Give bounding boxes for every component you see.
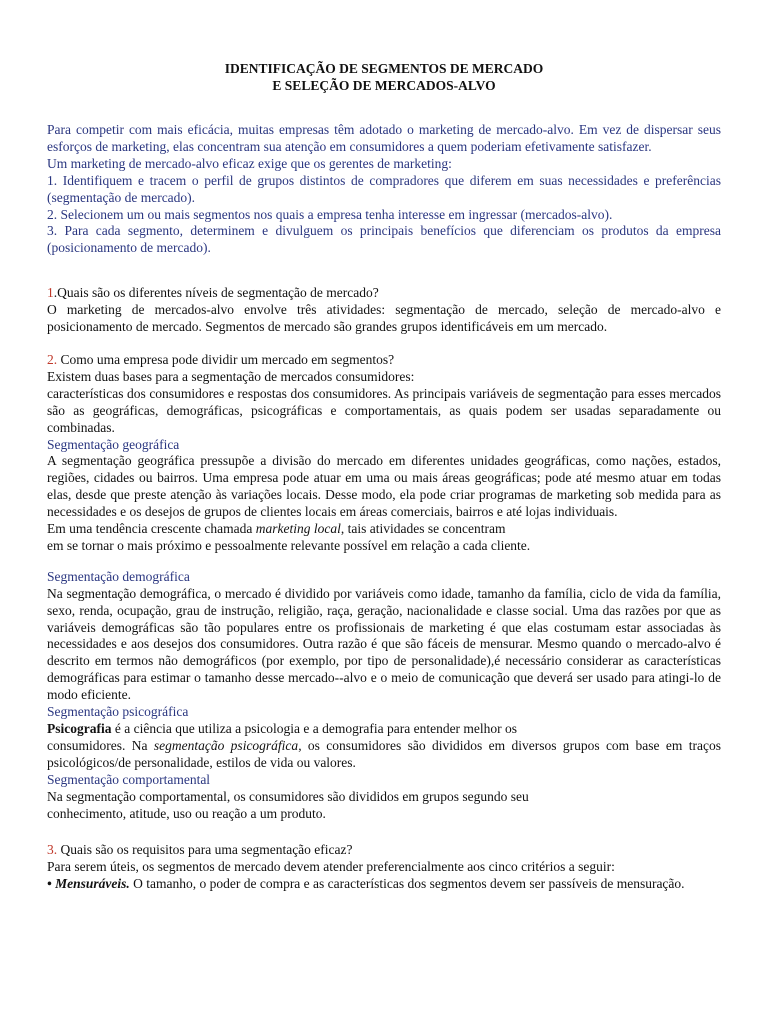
intro-item-2: 2. Selecionem um ou mais segmentos nos quais a empresa tenha interesse em ingressar (mercados-alvo). xyxy=(47,206,613,222)
document-title xyxy=(0,60,768,94)
intro-item-3: 3. Para cada segmento, determinem e divulguem os principais benefícios que diferenciam os produtos da empresa (posicionamento de mercado). xyxy=(47,223,721,256)
psicografica-line-2 xyxy=(47,738,721,772)
psicografia-term: Psicografia xyxy=(47,721,112,736)
geografica-line-a-end: , tais atividades se concentram xyxy=(340,521,506,537)
psicografica-line-2-end: , os consumidores são divididos em diversos grupos com base em traços psicológicos/de personalidade, estilos de vida ou valores. xyxy=(47,737,721,770)
psicografica-line-1-rest: é a ciência que utiliza a psicologia e a demografia para entender melhor os xyxy=(111,721,518,736)
question-3-line-1: Para serem úteis, os segmentos de mercado devem atender preferencialmente aos cinco critérios a seguir: xyxy=(47,859,615,875)
question-1-number: 1 xyxy=(47,285,54,301)
question-3 xyxy=(47,842,721,859)
question-3-bullet xyxy=(47,876,721,893)
title-line-2: E SELEÇÃO DE MERCADOS-ALVO xyxy=(272,78,496,93)
question-2-line-2: características dos consumidores e respostas dos consumidores. As principais variáveis de segmentação para esses mercados são as geográficas, demográficas, psicográficas e comportamentais, as quais podem ser usadas separadamente ou combinadas. xyxy=(47,385,721,435)
intro-requirement: Um marketing de mercado-alvo eficaz exige que os gerentes de marketing: xyxy=(47,155,452,171)
question-2-text: Como uma empresa pode dividir um mercado em segmentos? xyxy=(57,351,395,367)
question-1 xyxy=(47,285,721,302)
psicografica-line-2-start: consumidores. Na xyxy=(47,737,154,753)
question-1-answer: O marketing de mercados-alvo envolve três atividades: segmentação de mercado, seleção de mercado-alvo e posicionamento de mercado. Segmentos de mercado são grandes grupos identificáveis em um mercado. xyxy=(47,302,721,335)
question-3-number: 3. xyxy=(47,842,58,858)
geografica-line-a-start: Em uma tendência crescente chamada xyxy=(47,521,256,537)
mensuraveis-term: • Mensuráveis. xyxy=(47,876,130,892)
question-2-number: 2. xyxy=(47,351,58,367)
question-1-text: .Quais são os diferentes níveis de segmentação de mercado? xyxy=(53,285,379,301)
demografica-text: Na segmentação demográfica, o mercado é dividido por variáveis como idade, tamanho da família, ciclo de vida da família, sexo, renda, ocupação, grau de instrução, religião, raça, geração, nacionalidade e classe social. Uma das razões por que as variáveis demográficas são tão populares entre os profissionais de marketing é que elas costumam estar associadas às necessidades e aos desejos dos consumidores. Outra razão é que são fáceis de mensurar. Mesmo quando o mercado-alvo é descrito em termos não demográficos (por exemplo, por tipo de personalidade),é necessário considerar as características demográficas para estimar o tamanho desse mercado--alvo e o meio de comunicação que deverá ser usado para atingi-lo de modo eficiente. xyxy=(47,585,721,703)
title-line-1: IDENTIFICAÇÃO DE SEGMENTOS DE MERCADO xyxy=(224,61,544,76)
intro-item-1: 1. Identifiquem e tracem o perfil de grupos distintos de compradores que diferem em suas necessidades e preferências (segmentação de mercado). xyxy=(47,172,721,205)
marketing-local-term: marketing local xyxy=(255,521,341,537)
geografica-line-a xyxy=(47,521,721,538)
section-heading-demografica: Segmentação demográfica xyxy=(47,568,190,584)
section-heading-comportamental: Segmentação comportamental xyxy=(47,771,211,787)
geografica-text: A segmentação geográfica pressupõe a divisão do mercado em diferentes unidades geográficas, como nações, estados, regiões, cidades ou bairros. Uma empresa pode atuar em uma ou mais áreas geográficas; pode até mesmo atuar em todas elas, desde que preste atenção às variações locais. Desse modo, ela pode criar programas de marketing sob medida para as necessidades e os desejos de grupos de clientes locais em áreas comerciais, bairros e até lojas individuais. xyxy=(47,453,721,520)
comportamental-line-2: conhecimento, atitude, uso ou reação a um produto. xyxy=(47,805,326,821)
question-3-text: Quais são os requisitos para uma segmentação eficaz? xyxy=(57,842,353,858)
section-heading-geografica: Segmentação geográfica xyxy=(47,436,180,452)
section-heading-psicografica: Segmentação psicográfica xyxy=(47,704,189,720)
intro-paragraph: Para competir com mais eficácia, muitas empresas têm adotado o marketing de mercado-alvo. Em vez de dispersar seus esforços de marketing, elas concentram sua atenção em consumidores a quem poderiam efetivamente satisfazer. xyxy=(47,122,721,154)
geografica-line-b: em se tornar o mais próximo e pessoalmente relevante possível em relação a cada cliente. xyxy=(47,537,531,553)
question-2-line-1: Existem duas bases para a segmentação de mercados consumidores: xyxy=(47,368,415,384)
segmentacao-psicografica-term: segmentação psicográfica xyxy=(153,737,299,753)
psicografica-line-1 xyxy=(47,721,721,738)
comportamental-line-1: Na segmentação comportamental, os consumidores são divididos em grupos segundo seu xyxy=(47,788,529,804)
question-2 xyxy=(47,352,721,369)
mensuraveis-text: O tamanho, o poder de compra e as características dos segmentos devem ser passíveis de mensuração. xyxy=(129,876,685,892)
document-body xyxy=(47,122,721,893)
